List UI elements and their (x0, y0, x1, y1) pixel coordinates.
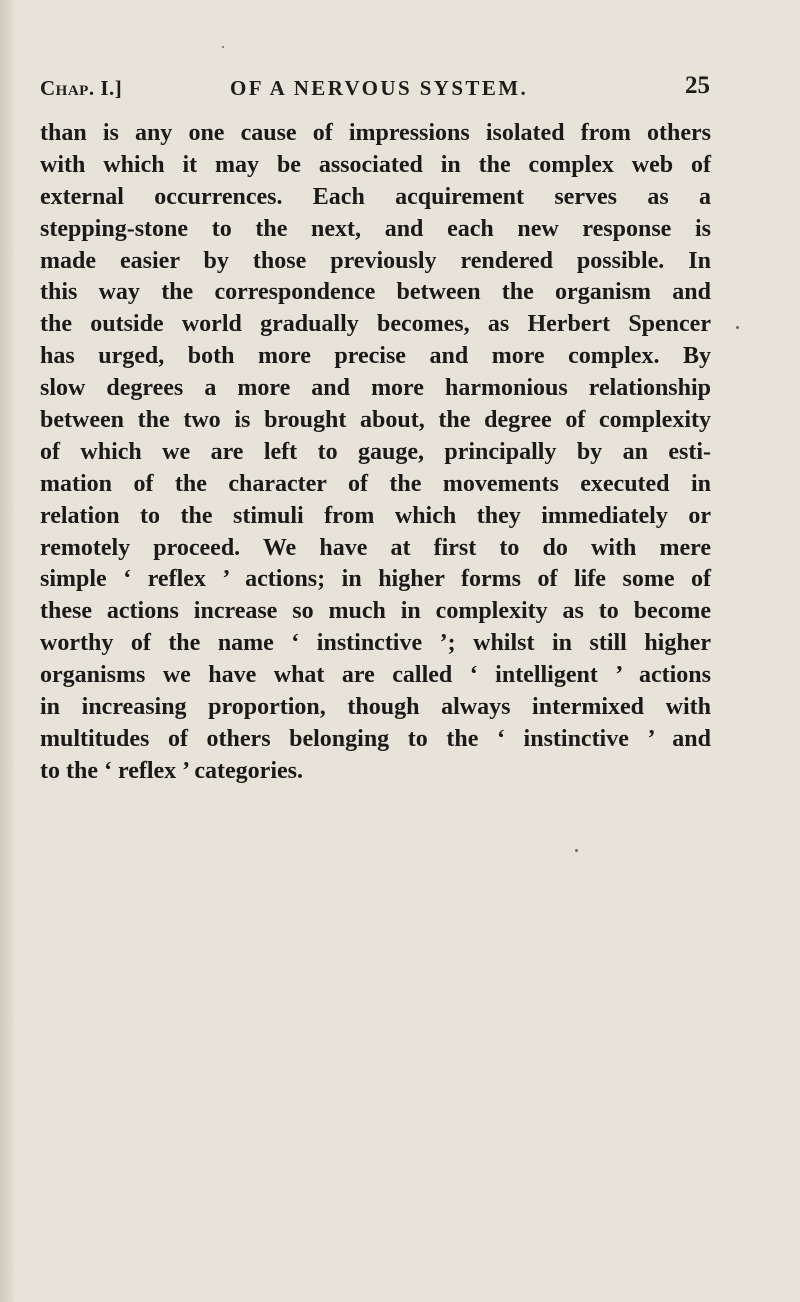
text-line: in increasing proportion, though always intermixed with (40, 694, 711, 721)
paper-speck (222, 46, 224, 48)
text-line: of which we are left to gauge, principally by an esti- (40, 438, 711, 465)
paper-speck (575, 849, 578, 852)
text-line: remotely proceed. We have at first to do with mere (40, 534, 711, 561)
text-line: mation of the character of the movements executed in (40, 470, 711, 497)
text-line: relation to the stimuli from which they immediately or (40, 502, 711, 529)
text-line: has urged, both more precise and more complex. By (40, 343, 711, 370)
text-line: with which it may be associated in the complex web of (40, 151, 711, 178)
text-line: to the ‘ reflex ’ categories. (40, 757, 303, 784)
text-line: than is any one cause of impressions isolated from others (40, 120, 711, 146)
text-line: multitudes of others belonging to the ‘ instinctive ’ and (40, 725, 711, 752)
text-line: this way the correspondence between the organism and (40, 279, 711, 306)
text-line: organisms we have what are called ‘ intelligent ’ actions (40, 662, 711, 689)
text-line: these actions increase so much in complexity as to become (40, 598, 711, 625)
body-paragraph (40, 118, 711, 788)
paper-speck (736, 326, 739, 329)
text-line: the outside world gradually becomes, as Herbert Spencer (40, 311, 711, 338)
running-head (40, 66, 710, 106)
chapter-reference: Chap. I.] (40, 76, 123, 100)
text-line: slow degrees a more and more harmonious relationship (40, 375, 711, 402)
page-number: 25 (685, 72, 710, 99)
text-line: worthy of the name ‘ instinctive ’; whilst in still higher (40, 630, 711, 657)
text-line: made easier by those previously rendered possible. In (40, 247, 711, 274)
text-line: stepping-stone to the next, and each new response is (40, 215, 711, 242)
text-line: between the two is brought about, the degree of complexity (40, 407, 711, 434)
binding-gutter (0, 0, 14, 1302)
text-line: simple ‘ reflex ’ actions; in higher forms of life some of (40, 566, 711, 593)
text-line: external occurrences. Each acquirement serves as a (40, 183, 711, 210)
running-title: OF A NERVOUS SYSTEM. (230, 76, 529, 100)
